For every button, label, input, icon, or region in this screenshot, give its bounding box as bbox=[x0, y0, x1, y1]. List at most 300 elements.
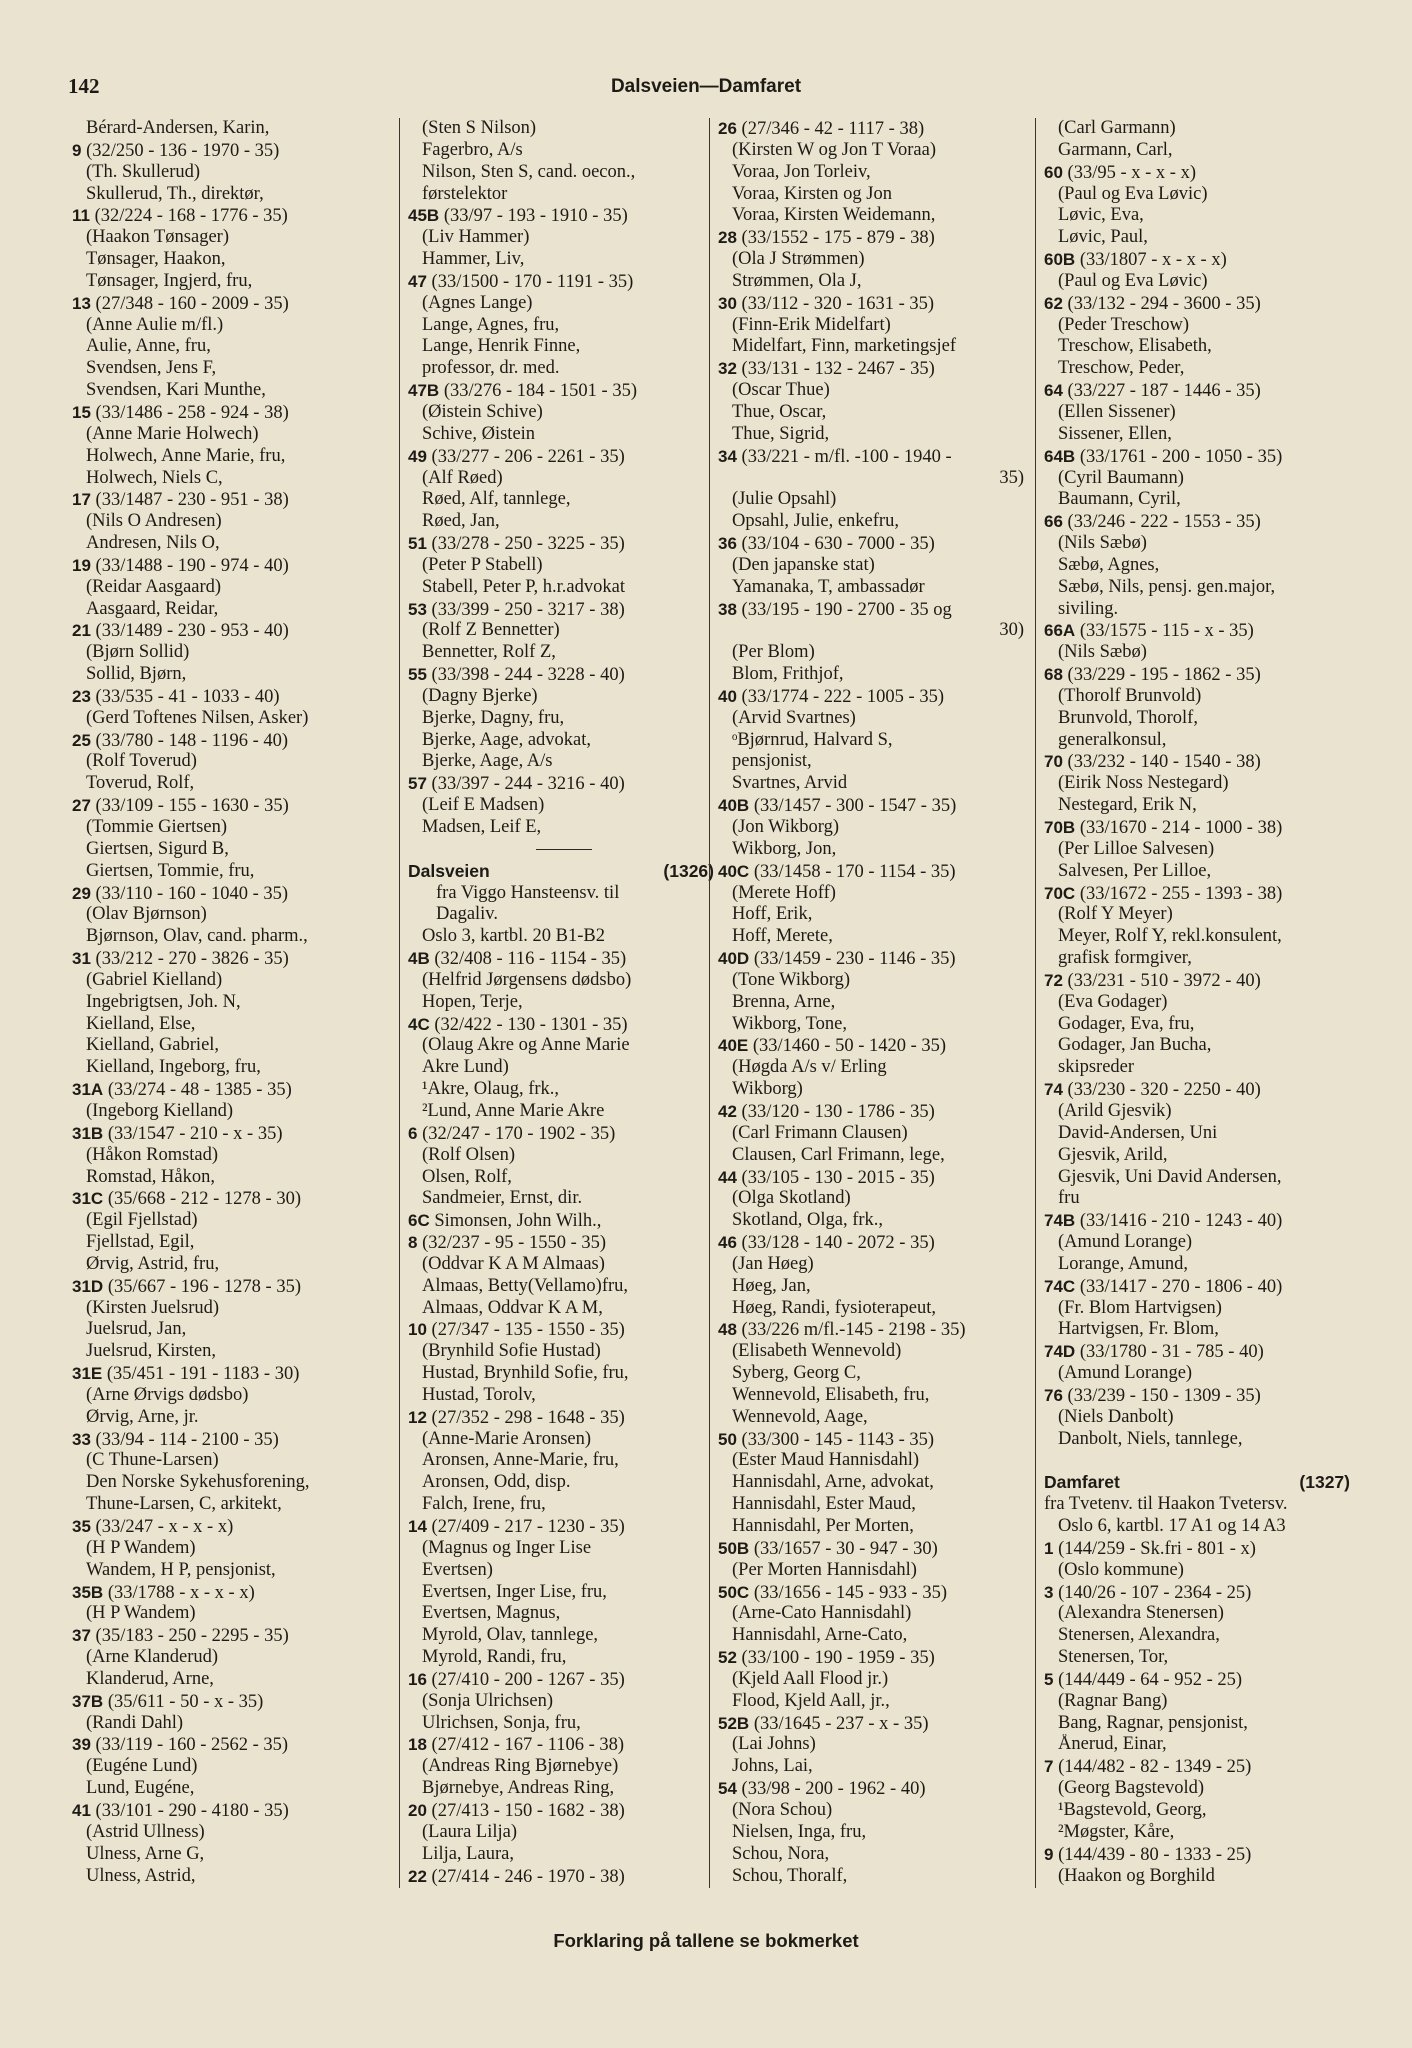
entry-line: Akre Lund) bbox=[422, 1057, 509, 1078]
house-number: 31B bbox=[72, 1123, 104, 1143]
address-entry bbox=[72, 948, 378, 970]
running-head: Dalsveien—Damfaret bbox=[610, 76, 802, 97]
address-entry bbox=[408, 1866, 714, 1888]
house-number: 1 bbox=[1044, 1538, 1054, 1558]
property-code: (33/1788 - x - x - x) bbox=[103, 1582, 255, 1603]
address-entry bbox=[408, 533, 714, 555]
house-number: 31A bbox=[72, 1080, 104, 1100]
entry-line: Hoff, Merete, bbox=[732, 926, 833, 947]
property-code: (33/98 - 200 - 1962 - 40) bbox=[736, 1779, 926, 1800]
address-entry bbox=[718, 1101, 1024, 1123]
entry-line: Hannisdahl, Arne, advokat, bbox=[732, 1472, 934, 1493]
entry-line: (Rolf Toverud) bbox=[86, 751, 197, 772]
entry-line: ᵒBjørnrud, Halvard S, bbox=[732, 729, 893, 750]
entry-line: (Lai Johns) bbox=[732, 1734, 816, 1755]
entry-line: Ulness, Arne G, bbox=[86, 1843, 205, 1864]
entry-line: Stenersen, Alexandra, bbox=[1058, 1625, 1220, 1646]
address-entry bbox=[72, 555, 378, 577]
address-entry bbox=[72, 1276, 378, 1298]
address-entry bbox=[72, 1734, 378, 1756]
entry-line: Opsahl, Julie, enkefru, bbox=[732, 511, 899, 532]
property-code: (144/259 - Sk.fri - 801 - x) bbox=[1053, 1538, 1256, 1559]
house-number: 6C bbox=[408, 1211, 430, 1231]
property-code: (35/667 - 196 - 1278 - 35) bbox=[103, 1276, 302, 1297]
entry-line: Midelfart, Finn, marketingsjef bbox=[732, 336, 957, 357]
entry-line: Tønsager, Haakon, bbox=[86, 249, 226, 270]
entry-line: Hammer, Liv, bbox=[422, 249, 525, 270]
entry-line: David-Andersen, Uni bbox=[1058, 1122, 1218, 1143]
address-entry bbox=[408, 1210, 714, 1232]
entry-line: Sollid, Bjørn, bbox=[86, 664, 187, 685]
house-number: 23 bbox=[72, 686, 91, 706]
entry-line: (Thorolf Brunvold) bbox=[1058, 685, 1202, 706]
property-code: (33/1552 - 175 - 879 - 38) bbox=[736, 228, 935, 249]
entry-line: (Randi Dahl) bbox=[86, 1712, 184, 1733]
house-number: 44 bbox=[718, 1167, 737, 1187]
entry-line: (Paul og Eva Løvic) bbox=[1058, 183, 1208, 204]
entry-line: Løvic, Paul, bbox=[1058, 227, 1148, 248]
property-code: (33/1672 - 255 - 1393 - 38) bbox=[1075, 883, 1283, 904]
address-entry bbox=[718, 533, 1024, 555]
entry-line: Falch, Irene, fru, bbox=[422, 1494, 546, 1515]
entry-line: Johns, Lai, bbox=[732, 1756, 813, 1777]
property-code: (33/1657 - 30 - 947 - 30) bbox=[749, 1538, 938, 1559]
property-code: (144/439 - 80 - 1333 - 25) bbox=[1053, 1844, 1252, 1865]
house-number: 34 bbox=[718, 446, 737, 466]
entry-line: Meyer, Rolf Y, rekl.konsulent, bbox=[1058, 926, 1282, 947]
house-number: 30 bbox=[718, 293, 737, 313]
property-code: (33/1670 - 214 - 1000 - 38) bbox=[1075, 818, 1283, 838]
property-code: (33/100 - 190 - 1959 - 35) bbox=[736, 1648, 935, 1669]
entry-line: Lilja, Laura, bbox=[422, 1843, 514, 1864]
property-code: (33/231 - 510 - 3972 - 40) bbox=[1062, 970, 1261, 991]
entry-line bbox=[1044, 1887, 1350, 1888]
entry-line: (Magnus og Inger Lise bbox=[422, 1537, 592, 1558]
property-code: (32/250 - 136 - 1970 - 35) bbox=[81, 140, 280, 161]
entry-line: Kielland, Else, bbox=[86, 1013, 196, 1034]
property-code: (33/1458 - 170 - 1154 - 35) bbox=[749, 861, 956, 882]
house-number: 74 bbox=[1044, 1080, 1063, 1100]
house-number: 40D bbox=[718, 949, 750, 969]
address-entry bbox=[1044, 1756, 1350, 1778]
entry-line: (Fr. Blom Hartvigsen) bbox=[1058, 1297, 1222, 1318]
address-entry bbox=[718, 795, 1024, 817]
property-code: (33/110 - 160 - 1040 - 35) bbox=[90, 883, 289, 904]
house-number: 45B bbox=[408, 206, 440, 226]
entry-line: (Brynhild Sofie Hustad) bbox=[422, 1341, 601, 1362]
address-entry bbox=[1044, 1538, 1350, 1560]
address-entry bbox=[408, 1319, 714, 1341]
house-number: 47 bbox=[408, 271, 427, 291]
entry-line: (Anne-Marie Aronsen) bbox=[422, 1428, 592, 1449]
house-number: 4C bbox=[408, 1014, 430, 1034]
entry-line: Wandem, H P, pensjonist, bbox=[86, 1559, 276, 1580]
entry-line: (Nils Sæbø) bbox=[1058, 642, 1147, 663]
address-entry bbox=[718, 227, 1024, 249]
entry-line: (Finn-Erik Midelfart) bbox=[732, 314, 891, 335]
entry-line: (Høgda A/s v/ Erling bbox=[732, 1057, 887, 1078]
entry-line: (Per Blom) bbox=[732, 642, 815, 663]
house-number: 14 bbox=[408, 1517, 427, 1536]
house-number: 31E bbox=[72, 1364, 103, 1384]
property-code: (33/229 - 195 - 1862 - 35) bbox=[1062, 665, 1261, 686]
entry-line: Giertsen, Tommie, fru, bbox=[86, 860, 255, 881]
address-entry bbox=[72, 205, 378, 227]
house-number: 39 bbox=[72, 1735, 91, 1755]
address-entry bbox=[1044, 446, 1350, 468]
entry-line: Aronsen, Odd, disp. bbox=[422, 1472, 571, 1493]
entry-line: (Egil Fjellstad) bbox=[86, 1210, 198, 1231]
property-code: (27/414 - 246 - 1970 - 38) bbox=[426, 1866, 625, 1887]
house-number: 27 bbox=[72, 796, 91, 816]
entry-line: Hopen, Terje, bbox=[422, 991, 523, 1012]
entry-line: Juelsrud, Kirsten, bbox=[86, 1341, 216, 1362]
entry-line: Ånerud, Einar, bbox=[1058, 1734, 1167, 1755]
house-number: 52 bbox=[718, 1648, 737, 1668]
entry-line: Skullerud, Th., direktør, bbox=[86, 183, 264, 204]
house-number: 33 bbox=[72, 1429, 91, 1449]
house-number: 53 bbox=[408, 599, 427, 619]
entry-line: Kielland, Gabriel, bbox=[86, 1035, 220, 1056]
entry-line: Røed, Jan, bbox=[422, 511, 500, 532]
property-code: (32/408 - 116 - 1154 - 35) bbox=[429, 949, 627, 970]
entry-line: Oslo 3, kartbl. 20 B1-B2 bbox=[422, 926, 605, 947]
entry-line: Svartnes, Arvid bbox=[732, 773, 848, 794]
entry-line: (C Thune-Larsen) bbox=[86, 1450, 219, 1471]
address-entry bbox=[408, 664, 714, 686]
entry-line: Tønsager, Ingjerd, fru, bbox=[86, 270, 253, 291]
entry-line: Wennevold, Elisabeth, fru, bbox=[732, 1384, 930, 1405]
property-code: (33/1489 - 230 - 953 - 40) bbox=[90, 621, 289, 642]
entry-line: Wikborg) bbox=[732, 1079, 803, 1100]
house-number: 50 bbox=[718, 1429, 737, 1449]
entry-line: (Alf Røed) bbox=[422, 467, 503, 488]
section-gap bbox=[1044, 1450, 1350, 1472]
entry-line: (Merete Hoff) bbox=[732, 882, 836, 903]
property-code: (33/221 - m/fl. -100 - 1940 - bbox=[736, 446, 952, 467]
entry-line: Svendsen, Jens F, bbox=[86, 358, 217, 379]
entry-line: Evertsen) bbox=[422, 1559, 493, 1580]
entry-line: Bjerke, Aage, advokat, bbox=[422, 729, 592, 750]
entry-line: Juelsrud, Jan, bbox=[86, 1319, 187, 1340]
address-entry bbox=[1044, 1385, 1350, 1407]
entry-line: (Helfrid Jørgensens dødsbo) bbox=[422, 969, 632, 990]
entry-line: Yamanaka, T, ambassadør bbox=[732, 576, 925, 597]
property-code: (33/1645 - 237 - x - 35) bbox=[749, 1713, 929, 1734]
house-number: 5 bbox=[1044, 1669, 1054, 1689]
property-code: (33/1417 - 270 - 1806 - 40) bbox=[1075, 1276, 1283, 1297]
address-entry bbox=[1044, 162, 1350, 184]
entry-line: (Leif E Madsen) bbox=[422, 795, 545, 816]
entry-line: Hartvigsen, Fr. Blom, bbox=[1058, 1319, 1219, 1340]
address-entry bbox=[1044, 664, 1350, 686]
house-number: 17 bbox=[72, 490, 91, 510]
entry-line: (Per Lilloe Salvesen) bbox=[1058, 838, 1215, 859]
entry-line: Madsen, Leif E, bbox=[422, 817, 542, 837]
house-number: 66 bbox=[1044, 512, 1063, 532]
entry-line: (Sonja Ulrichsen) bbox=[422, 1690, 554, 1711]
property-code: (27/348 - 160 - 2009 - 35) bbox=[90, 293, 289, 314]
section-divider bbox=[408, 839, 714, 861]
property-code: (35/451 - 191 - 1183 - 30) bbox=[102, 1364, 300, 1385]
entry-line: (Gerd Toftenes Nilsen, Asker) bbox=[86, 707, 309, 728]
entry-line: fra Tvetenv. til Haakon Tvetersv. bbox=[1044, 1494, 1288, 1515]
address-entry bbox=[1044, 380, 1350, 402]
property-code: (140/26 - 107 - 2364 - 25) bbox=[1053, 1582, 1252, 1603]
property-code: (32/237 - 95 - 1550 - 35) bbox=[417, 1233, 607, 1254]
address-entry bbox=[408, 1669, 714, 1691]
entry-line: Hannisdahl, Arne-Cato, bbox=[732, 1625, 908, 1646]
address-entry bbox=[408, 1014, 714, 1036]
property-code: (33/246 - 222 - 1553 - 35) bbox=[1062, 512, 1261, 533]
address-entry bbox=[408, 380, 714, 402]
property-code: (33/97 - 193 - 1910 - 35) bbox=[439, 206, 628, 227]
address-entry bbox=[72, 1188, 378, 1210]
house-number: 74B bbox=[1044, 1211, 1076, 1231]
entry-line: (Reidar Aasgaard) bbox=[86, 576, 222, 597]
entry-line: (Håkon Romstad) bbox=[86, 1144, 219, 1165]
house-number: 64B bbox=[1044, 446, 1076, 466]
street-code: (1327) bbox=[1299, 1472, 1350, 1493]
property-code: (33/1457 - 300 - 1547 - 35) bbox=[749, 796, 957, 817]
entry-line: (Liv Hammer) bbox=[422, 227, 530, 248]
entry-line: (Oslo kommune) bbox=[1058, 1559, 1184, 1580]
entry-line: Bang, Ragnar, pensjonist, bbox=[1058, 1712, 1248, 1733]
address-entry bbox=[1044, 970, 1350, 992]
house-number: 8 bbox=[408, 1233, 418, 1253]
entry-line: Bjerke, Dagny, fru, bbox=[422, 707, 565, 728]
address-entry bbox=[1044, 1669, 1350, 1691]
entry-line: (Olaug Akre og Anne Marie bbox=[422, 1035, 630, 1056]
entry-line: siviling. bbox=[1058, 598, 1119, 619]
house-number: 9 bbox=[1044, 1844, 1054, 1864]
entry-line: Schive, Øistein bbox=[422, 423, 536, 444]
address-entry bbox=[718, 293, 1024, 315]
entry-line: Lange, Agnes, fru, bbox=[422, 314, 560, 335]
entry-line: (Kjeld Aall Flood jr.) bbox=[732, 1668, 889, 1689]
entry-line: (Ellen Sissener) bbox=[1058, 401, 1176, 422]
property-code: (33/94 - 114 - 2100 - 35) bbox=[90, 1429, 279, 1450]
entry-line: (Tommie Giertsen) bbox=[86, 817, 228, 837]
house-number: 6 bbox=[408, 1123, 418, 1143]
address-entry bbox=[718, 948, 1024, 970]
address-entry bbox=[1044, 751, 1350, 773]
house-number: 3 bbox=[1044, 1582, 1054, 1602]
entry-line: ¹Bagstevold, Georg, bbox=[1058, 1799, 1207, 1820]
address-entry bbox=[408, 205, 714, 227]
address-entry bbox=[718, 1538, 1024, 1560]
address-entry bbox=[718, 446, 1024, 468]
address-entry bbox=[72, 883, 378, 905]
property-code: (33/101 - 290 - 4180 - 35) bbox=[90, 1800, 289, 1821]
address-entry bbox=[72, 1887, 378, 1888]
entry-line: (Ingeborg Kielland) bbox=[86, 1100, 234, 1121]
property-code: (33/276 - 184 - 1501 - 35) bbox=[439, 381, 638, 402]
property-code: (35/611 - 50 - x - 35) bbox=[103, 1691, 264, 1712]
entry-line: (Amund Lorange) bbox=[1058, 1363, 1193, 1384]
property-code: (27/347 - 135 - 1550 - 35) bbox=[426, 1320, 625, 1341]
entry-line: Hannisdahl, Ester Maud, bbox=[732, 1494, 916, 1515]
entry-line: Røed, Alf, tannlege, bbox=[422, 489, 571, 510]
entry-line: Godager, Eva, fru, bbox=[1058, 1013, 1195, 1034]
entry-line: (H P Wandem) bbox=[86, 1603, 196, 1624]
address-entry bbox=[408, 1123, 714, 1145]
property-code: (33/1780 - 31 - 785 - 40) bbox=[1075, 1342, 1264, 1363]
entry-line: Fagerbro, A/s bbox=[422, 139, 523, 160]
entry-line: Løvic, Eva, bbox=[1058, 205, 1144, 226]
property-code: (27/412 - 167 - 1106 - 38) bbox=[426, 1735, 625, 1756]
address-entry bbox=[72, 1625, 378, 1647]
property-code: (33/1487 - 230 - 951 - 38) bbox=[90, 490, 289, 511]
property-code: (33/1547 - 210 - x - 35) bbox=[103, 1123, 283, 1144]
entry-line: (Arild Gjesvik) bbox=[1058, 1100, 1172, 1121]
property-code: (27/410 - 200 - 1267 - 35) bbox=[426, 1669, 625, 1690]
entry-line: pensjonist, bbox=[732, 751, 812, 772]
entry-line: (Nils Sæbø) bbox=[1058, 533, 1147, 554]
entry-line: Stenersen, Tor, bbox=[1058, 1647, 1169, 1668]
property-code: (33/109 - 155 - 1630 - 35) bbox=[90, 796, 289, 817]
property-code: (33/128 - 140 - 2072 - 35) bbox=[736, 1233, 935, 1254]
property-code: (33/212 - 270 - 3826 - 35) bbox=[90, 949, 289, 970]
entry-line: skipsreder bbox=[1058, 1057, 1135, 1078]
entry-line: Brunvold, Thorolf, bbox=[1058, 707, 1198, 728]
entry-line: (Eirik Noss Nestegard) bbox=[1058, 773, 1229, 794]
entry-line: Nielsen, Inga, fru, bbox=[732, 1821, 867, 1842]
address-entry bbox=[72, 1516, 378, 1538]
entry-line: (Den japanske stat) bbox=[732, 554, 875, 575]
house-number: 13 bbox=[72, 293, 91, 313]
address-entry bbox=[718, 1713, 1024, 1735]
entry-line: Godager, Jan Bucha, bbox=[1058, 1035, 1212, 1056]
entry-line: Treschow, Elisabeth, bbox=[1058, 336, 1212, 357]
entry-line: (Rolf Z Bennetter) bbox=[422, 620, 560, 641]
house-number: 35 bbox=[72, 1517, 91, 1536]
property-code: (33/397 - 244 - 3216 - 40) bbox=[426, 774, 625, 795]
address-entry bbox=[408, 1407, 714, 1429]
address-entry bbox=[718, 1232, 1024, 1254]
entry-line: Schou, Nora, bbox=[732, 1843, 830, 1864]
house-number: 60B bbox=[1044, 250, 1076, 270]
property-code: (33/227 - 187 - 1446 - 35) bbox=[1062, 381, 1261, 402]
property-code: (27/352 - 298 - 1648 - 35) bbox=[426, 1407, 625, 1428]
entry-line: Nestegard, Erik N, bbox=[1058, 795, 1197, 816]
entry-line: (Dagny Bjerke) bbox=[422, 685, 538, 706]
entry-line bbox=[408, 1887, 714, 1888]
property-code: (33/1500 - 170 - 1191 - 35) bbox=[426, 271, 634, 292]
entry-line: (Andreas Ring Bjørnebye) bbox=[422, 1756, 619, 1777]
house-number: 31C bbox=[72, 1189, 104, 1209]
entry-line: 30) bbox=[999, 620, 1024, 641]
entry-line: (Cyril Baumann) bbox=[1058, 467, 1184, 488]
entry-line: Den Norske Sykehusforening, bbox=[86, 1472, 310, 1493]
property-code: (33/398 - 244 - 3228 - 40) bbox=[426, 665, 625, 686]
house-number: 20 bbox=[408, 1800, 427, 1820]
footer-note: Forklaring på tallene se bokmerket bbox=[553, 1930, 859, 1951]
entry-line: (Amund Lorange) bbox=[1058, 1232, 1193, 1253]
entry-line: generalkonsul, bbox=[1058, 729, 1167, 750]
entry-line: (Eva Godager) bbox=[1058, 991, 1168, 1012]
entry-line: Garmann, Carl, bbox=[1058, 139, 1173, 160]
entry-line: Høeg, Jan, bbox=[732, 1275, 811, 1296]
entry-line: Fjellstad, Egil, bbox=[86, 1232, 195, 1253]
address-entry bbox=[72, 1800, 378, 1822]
entry-line: ²Møgster, Kåre, bbox=[1058, 1821, 1175, 1842]
house-number: 19 bbox=[72, 555, 91, 575]
entry-line: Treschow, Peder, bbox=[1058, 358, 1185, 379]
entry-line: (Arne Ørvigs dødsbo) bbox=[86, 1384, 249, 1405]
address-entry bbox=[72, 1079, 378, 1101]
property-code: (33/95 - x - x - x) bbox=[1062, 162, 1196, 183]
entry-line: Oslo 6, kartbl. 17 A1 og 14 A3 bbox=[1058, 1516, 1286, 1536]
entry-line: (Carl Garmann) bbox=[1058, 118, 1176, 138]
entry-line: (Ragnar Bang) bbox=[1058, 1690, 1168, 1711]
house-number: 72 bbox=[1044, 970, 1063, 990]
street-heading bbox=[408, 861, 714, 883]
address-entry bbox=[408, 948, 714, 970]
address-entry bbox=[1044, 293, 1350, 315]
entry-line: (Astrid Ullness) bbox=[86, 1821, 205, 1842]
entry-line: (Nils O Andresen) bbox=[86, 511, 222, 532]
house-number: 70 bbox=[1044, 752, 1063, 772]
entry-line: Aulie, Anne, fru, bbox=[86, 336, 211, 357]
property-code: (32/224 - 168 - 1776 - 35) bbox=[89, 206, 288, 227]
house-number: 12 bbox=[408, 1407, 427, 1427]
house-number: 54 bbox=[718, 1779, 737, 1799]
entry-line: Evertsen, Magnus, bbox=[422, 1603, 561, 1624]
entry-line: Lund, Eugéne, bbox=[86, 1778, 195, 1799]
entry-line: Danbolt, Niels, tannlege, bbox=[1058, 1428, 1243, 1449]
entry-line: Sæbø, Nils, pensj. gen.major, bbox=[1058, 576, 1276, 597]
column-2 bbox=[399, 118, 714, 1888]
entry-line: (Rolf Y Meyer) bbox=[1058, 904, 1173, 925]
entry-line: (Arne Klanderud) bbox=[86, 1647, 219, 1668]
house-number: 51 bbox=[408, 534, 427, 554]
address-entry bbox=[718, 1167, 1024, 1189]
entry-line: (Laura Lilja) bbox=[422, 1821, 518, 1842]
address-entry bbox=[72, 1363, 378, 1385]
house-number: 68 bbox=[1044, 665, 1063, 685]
entry-line: Baumann, Cyril, bbox=[1058, 489, 1181, 510]
address-entry bbox=[1044, 1341, 1350, 1363]
entry-line: Hustad, Torolv, bbox=[422, 1384, 536, 1405]
entry-line: Hustad, Brynhild Sofie, fru, bbox=[422, 1363, 629, 1384]
page-number: 142 bbox=[68, 74, 100, 98]
entry-line: (Oddvar K A M Almaas) bbox=[422, 1253, 605, 1274]
address-entry bbox=[72, 1691, 378, 1713]
entry-line: Hannisdahl, Per Morten, bbox=[732, 1516, 914, 1536]
house-number: 10 bbox=[408, 1320, 427, 1340]
entry-line: (H P Wandem) bbox=[86, 1537, 196, 1558]
address-entry bbox=[1044, 1582, 1350, 1604]
property-code: (33/1656 - 145 - 933 - 35) bbox=[749, 1582, 948, 1603]
entry-line: (Anne Aulie m/fl.) bbox=[86, 314, 224, 335]
property-code: (33/1488 - 190 - 974 - 40) bbox=[90, 555, 289, 576]
column-3 bbox=[709, 118, 1024, 1888]
house-number: 29 bbox=[72, 883, 91, 903]
entry-line: (Olga Skotland) bbox=[732, 1188, 851, 1209]
address-entry bbox=[718, 1035, 1024, 1057]
street-heading bbox=[1044, 1472, 1350, 1494]
property-code: (33/277 - 206 - 2261 - 35) bbox=[426, 446, 625, 467]
entry-line: Sissener, Ellen, bbox=[1058, 423, 1172, 444]
directory-columns bbox=[72, 118, 1357, 1888]
entry-line: ¹Akre, Olaug, frk., bbox=[422, 1079, 560, 1100]
house-number: 40E bbox=[718, 1036, 749, 1056]
property-code: (33/1575 - 115 - x - 35) bbox=[1075, 621, 1254, 642]
entry-line: (Georg Bagstevold) bbox=[1058, 1778, 1205, 1799]
address-entry bbox=[1044, 883, 1350, 905]
house-number: 31 bbox=[72, 949, 91, 969]
